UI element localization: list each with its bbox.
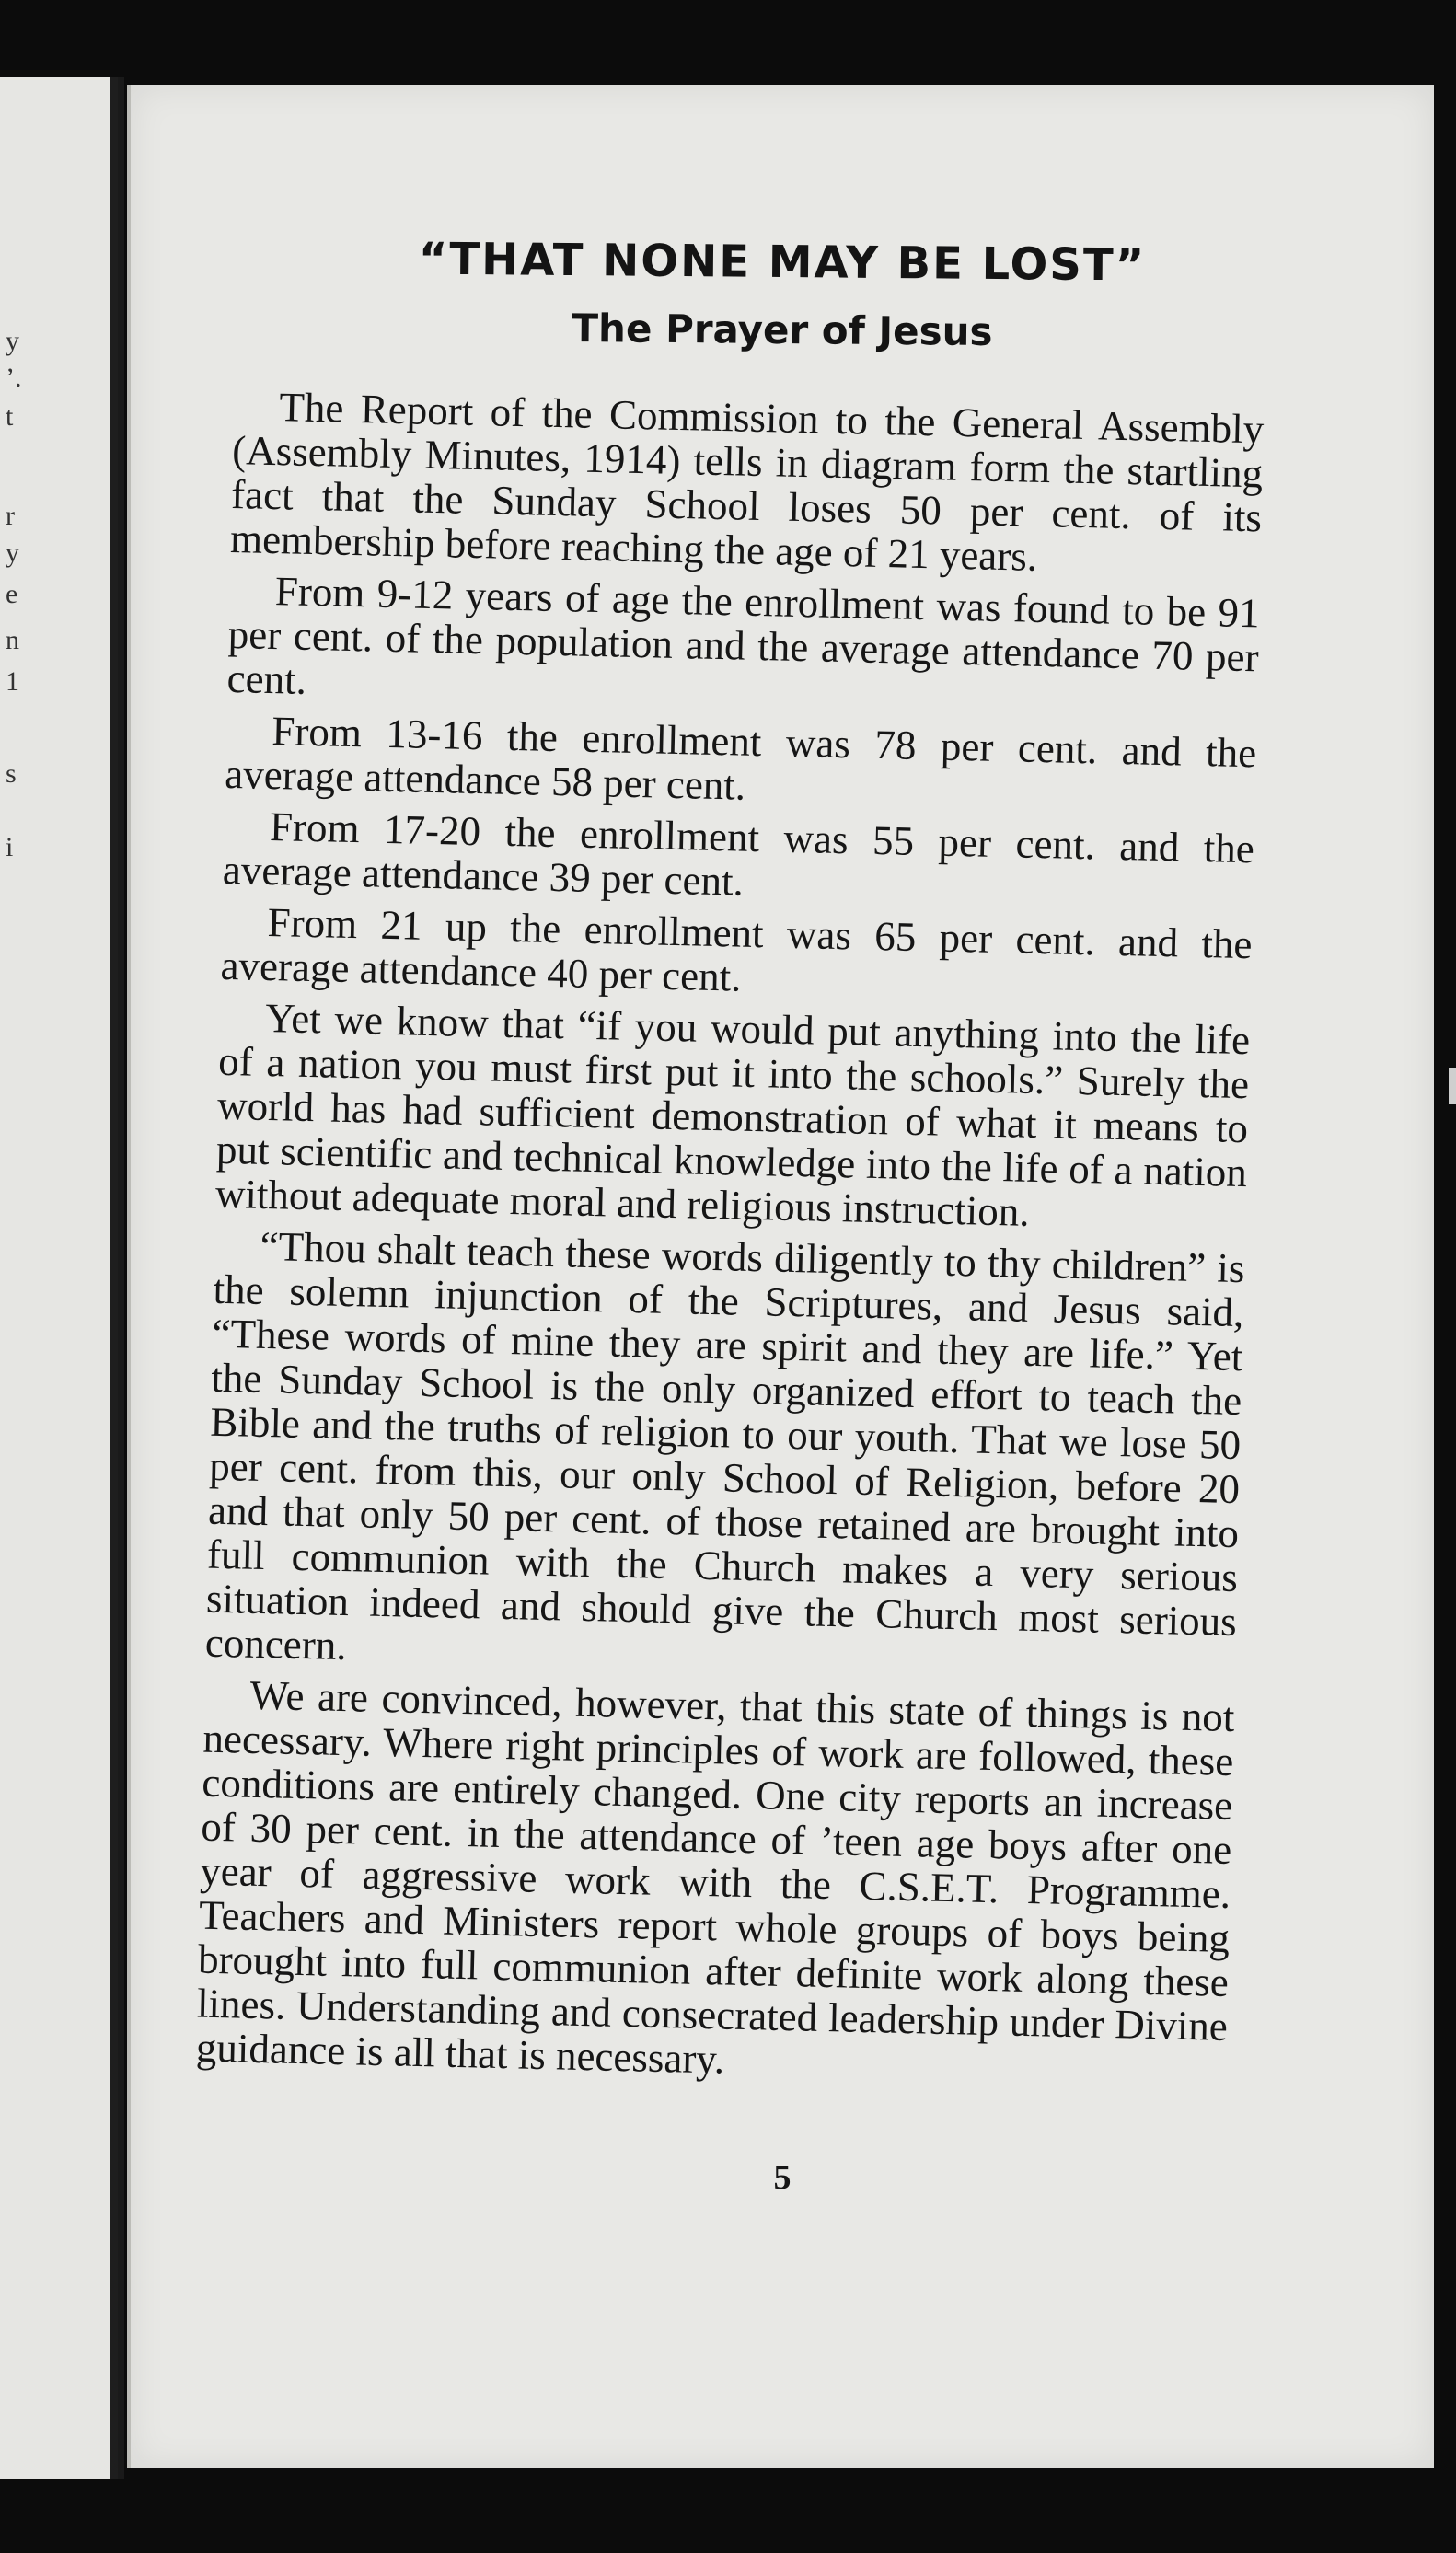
paragraph: “Thou shalt teach these words diligently to thy children” is the solemn injunction of the Scriptures, and Jesus said, “These words of mine they are spirit and they are life.” Yet the Sunday School is the only organized effort to teach the Bible and the truths of religion to our youth. That we lose 50 per cent. from this, our only School of Religion, before 20 and that only 50 per cent. of those retained are brought into full communion with the Church makes a very serious situation indeed and should give the Church most serious concern. xyxy=(204,1222,1246,1669)
edge-char: y xyxy=(6,537,19,568)
paragraph: From 17-20 the enrollment was 55 per cent. and the average attendance 39 per cent. xyxy=(222,803,1255,905)
paragraph: From 21 up the enrollment was 65 per cent. and the average attendance 40 per cent. xyxy=(220,898,1254,1000)
edge-char: r xyxy=(6,501,15,531)
body-text xyxy=(195,384,1264,2100)
page-number: 5 xyxy=(773,2158,792,2197)
paragraph: Yet we know that “if you would put anything into the life of a nation you must first put it into the schools.” Surely the world has had sufficient demonstration of what it means to put scientific and technical knowledge into the life of a nation without adequate moral and religious instruction. xyxy=(214,994,1251,1235)
edge-char: n xyxy=(6,625,19,655)
page-subtitle: The Prayer of Jesus xyxy=(572,306,993,354)
paragraph: From 13-16 the enrollment was 78 per cent. and the average attendance 58 per cent. xyxy=(224,708,1257,809)
edge-char: t xyxy=(6,401,14,432)
page-title: “THAT NONE MAY BE LOST” xyxy=(418,233,1147,292)
book-gutter xyxy=(110,77,118,2479)
edge-char: i xyxy=(6,832,14,862)
page xyxy=(127,85,1434,2468)
edge-char: y xyxy=(6,326,19,356)
edge-char: 1 xyxy=(6,666,19,697)
paragraph: We are convinced, however, that this state of things is not necessary. Where right principles of work are followed, these conditions are entirely changed. One city reports an increase of 30 per cent. in the attendance of ’teen age boys after one year of aggressive work with the C.S.E.T. Programme. Teachers and Ministers report whole groups of boys being brought into full communion after definite work along these lines. Understanding and consecrated leadership under Divine guidance is all that is necessary. xyxy=(195,1671,1235,2083)
edge-char: ’. xyxy=(6,363,22,393)
paragraph: The Report of the Commission to the General Assembly (Assembly Minutes, 1914) tells in diagram form the startling fact that the Sunday School loses 50 per cent. of its membership before reaching the age of 21 years. xyxy=(229,384,1265,580)
edge-char: s xyxy=(6,758,17,789)
edge-char: e xyxy=(6,579,18,609)
facing-page-edge xyxy=(0,77,124,2479)
paragraph: From 9-12 years of age the enrollment was found to be 91 per cent. of the population and the average attendance 70 per cent. xyxy=(226,568,1261,703)
page-edge-mark xyxy=(1449,1068,1456,1104)
